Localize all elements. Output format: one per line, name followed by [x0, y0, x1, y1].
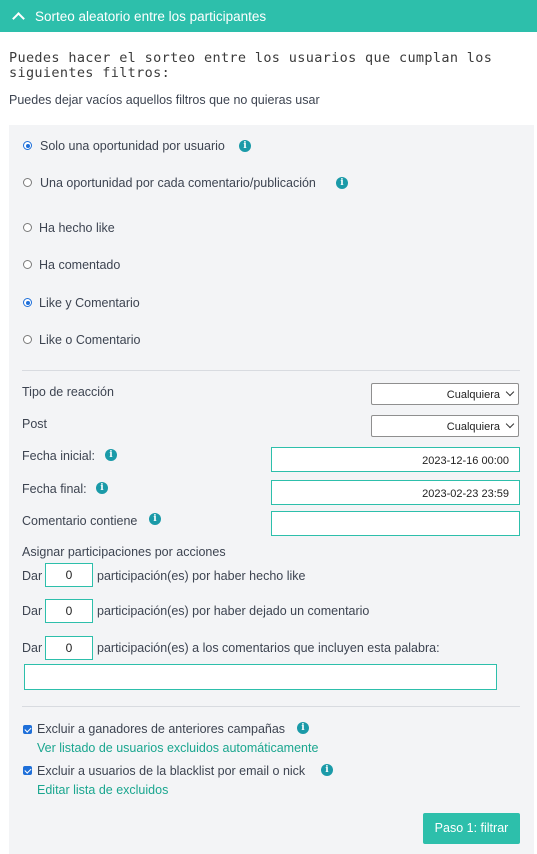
info-icon[interactable]: i [149, 513, 161, 525]
filters-panel [9, 125, 534, 854]
intro-heading-line-1: Puedes hacer el sorteo entre los usuarios que cumplan los [9, 50, 493, 66]
chevron-down-icon [506, 388, 514, 396]
radio-liked-label[interactable]: Ha hecho like [39, 221, 115, 235]
like-entries-input[interactable]: 0 [45, 563, 93, 587]
word-entries-input[interactable]: 0 [45, 636, 93, 660]
end-date-label: Fecha final: [22, 482, 87, 496]
post-select[interactable] [371, 415, 519, 437]
exclude-winners-label[interactable]: Excluir a ganadores de anteriores campañas [37, 722, 286, 736]
filter-step-button[interactable]: Paso 1: filtrar [423, 813, 520, 844]
intro-subtitle: Puedes dejar vacíos aquellos filtros que no quieras usar [9, 93, 320, 107]
radio-like-or-comment[interactable] [23, 335, 32, 344]
info-icon[interactable]: i [297, 722, 309, 734]
comment-contains-label: Comentario contiene [22, 514, 138, 528]
radio-like-and-comment[interactable] [23, 298, 32, 307]
radio-like-and-comment-label[interactable]: Like y Comentario [39, 296, 140, 310]
radio-commented[interactable] [23, 260, 32, 269]
assign-like-prefix: Dar [22, 569, 43, 583]
radio-one-per-comment-label[interactable]: Una oportunidad por cada comentario/publicación [40, 176, 316, 190]
divider [22, 370, 520, 371]
chevron-down-icon [506, 420, 514, 428]
exclude-winners-checkbox[interactable] [23, 725, 32, 734]
exclude-blacklist-label[interactable]: Excluir a usuarios de la blacklist por email o nick [37, 764, 306, 778]
assign-like-text: participación(es) por haber hecho like [97, 569, 306, 583]
info-icon[interactable]: i [105, 449, 117, 461]
radio-one-per-comment[interactable] [23, 178, 32, 187]
reaction-type-value: Cualquiera [446, 389, 500, 401]
section-title: Sorteo aleatorio entre los participantes [35, 8, 267, 24]
post-value: Cualquiera [446, 421, 500, 433]
excluded-users-link[interactable]: Ver listado de usuarios excluidos automáticamente [37, 741, 319, 755]
assign-comment-text: participación(es) por haber dejado un comentario [97, 604, 370, 618]
raffle-section-header[interactable] [0, 0, 537, 32]
info-icon[interactable]: i [336, 177, 348, 189]
post-label: Post [22, 417, 48, 431]
info-icon[interactable]: i [321, 764, 333, 776]
comment-contains-input[interactable] [271, 511, 520, 536]
divider [22, 706, 520, 707]
radio-liked[interactable] [23, 223, 32, 232]
info-icon[interactable]: i [239, 140, 251, 152]
radio-like-or-comment-label[interactable]: Like o Comentario [39, 333, 141, 347]
intro-heading-line-2: siguientes filtros: [9, 65, 171, 81]
info-icon[interactable]: i [96, 482, 108, 494]
keyword-input[interactable] [24, 664, 497, 690]
radio-commented-label[interactable]: Ha comentado [39, 258, 121, 272]
assign-comment-prefix: Dar [22, 604, 43, 618]
reaction-type-select[interactable] [371, 383, 519, 405]
intro [0, 32, 537, 107]
comment-entries-input[interactable]: 0 [45, 599, 93, 623]
reaction-type-label: Tipo de reacción [22, 385, 114, 399]
assign-word-text: participación(es) a los comentarios que incluyen esta palabra: [97, 641, 440, 655]
end-date-value: 2023-02-23 23:59 [422, 488, 509, 500]
assign-word-prefix: Dar [22, 641, 43, 655]
start-date-label: Fecha inicial: [22, 449, 95, 463]
end-date-input[interactable] [271, 480, 520, 505]
assign-title: Asignar participaciones por acciones [22, 545, 226, 559]
chevron-up-icon [12, 12, 25, 25]
start-date-input[interactable] [271, 447, 520, 472]
start-date-value: 2023-12-16 00:00 [422, 455, 509, 467]
exclude-blacklist-checkbox[interactable] [23, 766, 32, 775]
edit-excluded-link[interactable]: Editar lista de excluidos [37, 783, 169, 797]
radio-one-per-user-label[interactable]: Solo una oportunidad por usuario [40, 139, 225, 153]
radio-one-per-user[interactable] [23, 141, 32, 150]
